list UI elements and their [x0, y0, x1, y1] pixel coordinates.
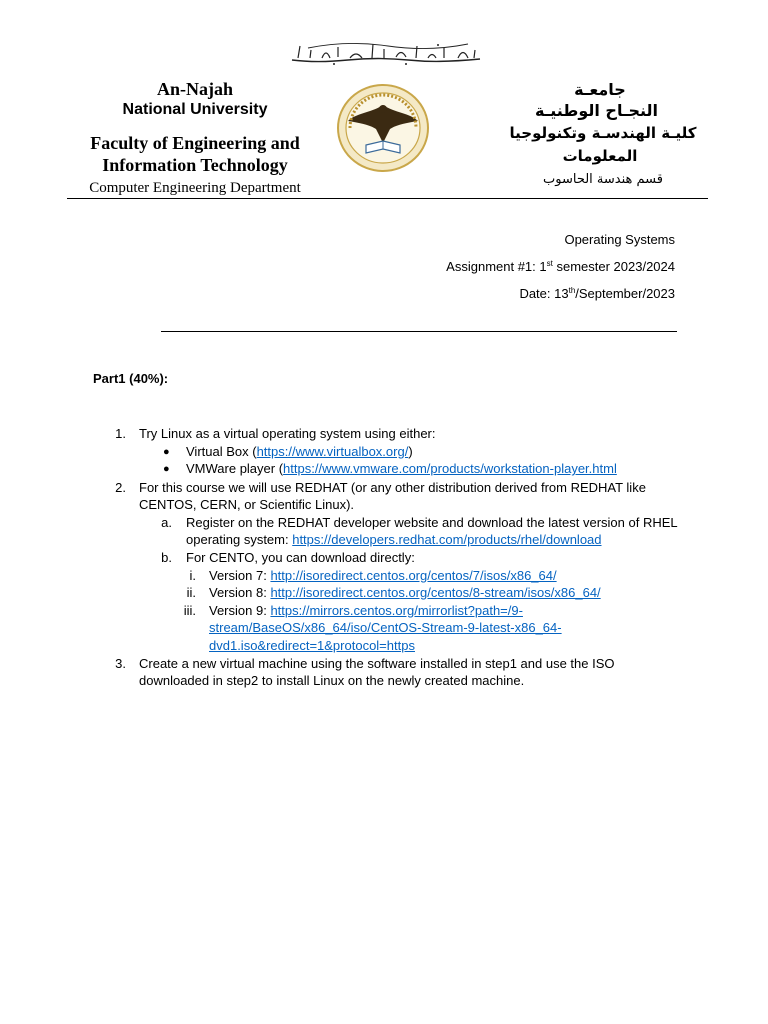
course-name: Operating Systems	[564, 232, 675, 247]
faculty-name-line2: Information Technology	[102, 155, 288, 175]
list-item-vmware: VMWare player (https://www.vmware.com/products/workstation-player.html	[186, 461, 617, 476]
list-item-2-line2: CENTOS, CERN, or Scientific Linux).	[139, 497, 355, 512]
arabic-university-line2: النجـاح الوطنيـة	[535, 101, 658, 120]
list-marker: ii.	[186, 585, 196, 600]
centos9-link-line2	[209, 619, 562, 637]
faculty-name-line1: Faculty of Engineering and	[90, 133, 300, 153]
arabic-university-line1: جامعـة	[574, 80, 626, 99]
centos9-link-line3	[209, 637, 415, 655]
centos8-link[interactable]: http://isoredirect.centos.org/centos/8-stream/isos/x86_64/	[270, 585, 601, 600]
centos9-link-cont[interactable]: stream/BaseOS/x86_64/iso/CentOS-Stream-9-latest-x86_64-	[209, 620, 562, 635]
bullet-icon: ●	[163, 446, 170, 458]
assignment-info: Assignment #1: 1st semester 2023/2024	[446, 259, 675, 274]
list-marker: iii.	[183, 603, 196, 618]
centos9-link-cont[interactable]: dvd1.iso&redirect=1&protocol=https	[209, 638, 415, 653]
department-name: Computer Engineering Department	[89, 180, 301, 196]
centos7-link[interactable]: http://isoredirect.centos.org/centos/7/isos/x86_64/	[270, 568, 557, 583]
list-item-2a-line2: operating system: https://developers.redhat.com/products/rhel/download	[186, 532, 602, 547]
list-marker: a.	[161, 515, 172, 530]
university-seal-icon	[336, 83, 430, 173]
part1-title: Part1 (40%):	[93, 371, 169, 386]
virtualbox-link[interactable]: https://www.virtualbox.org/	[256, 444, 409, 459]
bullet-icon: ●	[163, 463, 170, 475]
university-name-line1: An-Najah	[156, 79, 233, 99]
vmware-link[interactable]: https://www.vmware.com/products/workstation-player.html	[283, 461, 617, 476]
arabic-faculty-line2: المعلومات	[562, 147, 638, 165]
basmala-calligraphy	[288, 40, 484, 68]
arabic-faculty-line1: كليـة الهندسـة وتكنولوجيا	[509, 124, 697, 142]
list-item-virtualbox: Virtual Box (https://www.virtualbox.org/)	[186, 444, 413, 459]
list-marker: b.	[161, 550, 172, 565]
list-marker: 1.	[115, 426, 126, 441]
centos9-link[interactable]: https://mirrors.centos.org/mirrorlist?path=/9-	[270, 603, 523, 618]
list-marker: 3.	[115, 656, 126, 671]
assignment-date: Date: 13th/September/2023	[519, 286, 675, 301]
list-marker: i.	[189, 568, 196, 583]
list-item-3-line2: downloaded in step2 to install Linux on the newly created machine.	[139, 673, 525, 688]
list-marker: 2.	[115, 480, 126, 495]
section-divider	[161, 331, 677, 332]
header-divider	[67, 198, 708, 199]
arabic-department: قسم هندسة الحاسوب	[543, 172, 663, 187]
university-name-line2: National University	[122, 101, 268, 118]
redhat-download-link[interactable]: https://developers.redhat.com/products/rhel/download	[292, 532, 602, 547]
